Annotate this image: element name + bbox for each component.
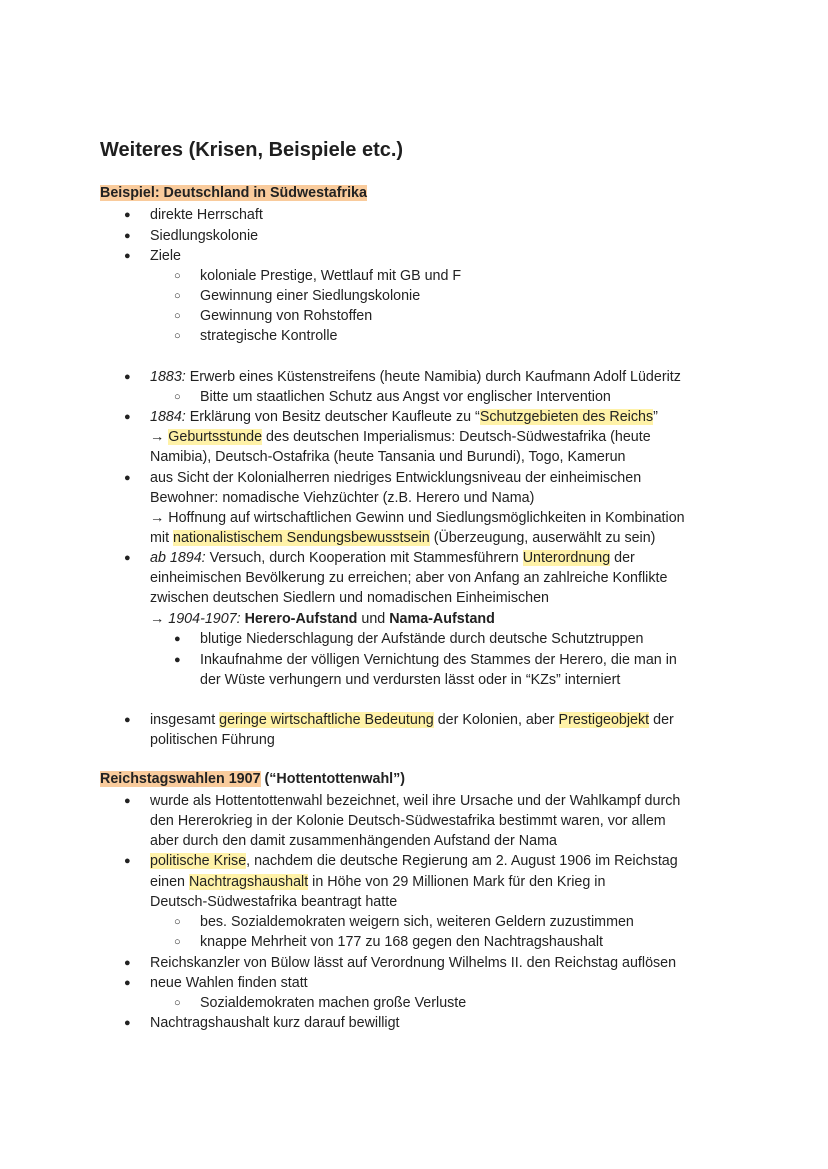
list-item-continuation: → 1904-1907: Herero-Aufstand und Nama-Aufstand xyxy=(150,611,495,627)
list-item-summary: insgesamt geringe wirtschaftliche Bedeutung der Kolonien, aber Prestigeobjekt der xyxy=(150,712,674,728)
bullet-icon: ● xyxy=(124,1017,131,1029)
section-heading-reichstagswahlen: Reichstagswahlen 1907 (“Hottentottenwahl”) xyxy=(100,771,406,787)
list-item-continuation: einheimischen Bevölkerung zu erreichen; aber von Anfang an zahlreiche Konflikte xyxy=(150,570,668,586)
list-item-continuation: den Hererokrieg in der Kolonie Deutsch-Südwestafrika bestimmt waren, vor allem xyxy=(150,813,666,829)
bullet-icon: ● xyxy=(124,411,131,423)
list-item: aus Sicht der Kolonialherren niedriges Entwicklungsniveau der einheimischen xyxy=(150,470,642,486)
list-item: koloniale Prestige, Wettlauf mit GB und F xyxy=(200,268,462,284)
bullet-icon: ● xyxy=(124,209,131,221)
list-item: Sozialdemokraten machen große Verluste xyxy=(200,995,467,1011)
list-item-continuation: politischen Führung xyxy=(150,732,275,748)
bullet-icon: ● xyxy=(124,957,131,969)
list-item-crisis: politische Krise, nachdem die deutsche Regierung am 2. August 1906 im Reichstag xyxy=(150,853,678,869)
bullet-icon: ● xyxy=(124,250,131,262)
list-item: wurde als Hottentottenwahl bezeichnet, weil ihre Ursache und der Wahlkampf durch xyxy=(150,793,681,809)
hollow-bullet-icon: ○ xyxy=(174,330,181,342)
hollow-bullet-icon: ○ xyxy=(174,997,181,1009)
list-item-continuation: der Wüste verhungern und verdursten lässt oder in “KZs” interniert xyxy=(200,672,621,688)
list-item: neue Wahlen finden statt xyxy=(150,975,308,991)
list-item-continuation: Bewohner: nomadische Viehzüchter (z.B. Herero und Nama) xyxy=(150,490,535,506)
list-item-continuation: einen Nachtragshaushalt in Höhe von 29 Millionen Mark für den Krieg in xyxy=(150,874,606,890)
hollow-bullet-icon: ○ xyxy=(174,270,181,282)
list-item: knappe Mehrheit von 177 zu 168 gegen den Nachtragshaushalt xyxy=(200,934,603,950)
hollow-bullet-icon: ○ xyxy=(174,310,181,322)
list-item: Reichskanzler von Bülow lässt auf Verordnung Wilhelms II. den Reichstag auflösen xyxy=(150,955,677,971)
list-item: direkte Herrschaft xyxy=(150,207,263,223)
list-item-continuation: aber durch den damit zusammenhängenden Aufstand der Nama xyxy=(150,833,557,849)
bullet-icon: ● xyxy=(124,855,131,867)
bullet-icon: ● xyxy=(124,472,131,484)
list-item-continuation: zwischen deutschen Siedlern und nomadischen Einheimischen xyxy=(150,590,549,606)
list-item-continuation: mit nationalistischem Sendungsbewusstsein (Überzeugung, auserwählt zu sein) xyxy=(150,530,656,546)
list-item-1883: 1883: Erwerb eines Küstenstreifens (heute Namibia) durch Kaufmann Adolf Lüderitz xyxy=(150,369,681,385)
list-item: strategische Kontrolle xyxy=(200,328,338,344)
hollow-bullet-icon: ○ xyxy=(174,391,181,403)
list-item: bes. Sozialdemokraten weigern sich, weiteren Geldern zuzustimmen xyxy=(200,914,634,930)
list-item: Gewinnung einer Siedlungskolonie xyxy=(200,288,421,304)
page-title: Weiteres (Krisen, Beispiele etc.) xyxy=(100,139,404,161)
bullet-icon: ● xyxy=(124,714,131,726)
list-item-1894: ab 1894: Versuch, durch Kooperation mit Stammesführern Unterordnung der xyxy=(150,550,635,566)
list-item: Inkaufnahme der völligen Vernichtung des Stammes der Herero, die man in xyxy=(200,652,677,668)
list-item-1884: 1884: Erklärung von Besitz deutscher Kaufleute zu “Schutzgebieten des Reichs” xyxy=(150,409,658,425)
list-item-continuation: → Geburtsstunde des deutschen Imperialismus: Deutsch-Südwestafrika (heute xyxy=(150,429,651,445)
bullet-icon: ● xyxy=(124,977,131,989)
list-item: Ziele xyxy=(150,248,181,264)
list-item: Nachtragshaushalt kurz darauf bewilligt xyxy=(150,1015,400,1031)
section-heading-suedwestafrika: Beispiel: Deutschland in Südwestafrika xyxy=(100,185,367,201)
list-item: Gewinnung von Rohstoffen xyxy=(200,308,373,324)
list-item: Bitte um staatlichen Schutz aus Angst vor englischer Intervention xyxy=(200,389,611,405)
hollow-bullet-icon: ○ xyxy=(174,916,181,928)
bullet-icon: ● xyxy=(174,654,181,666)
bullet-icon: ● xyxy=(124,552,131,564)
bullet-icon: ● xyxy=(124,230,131,242)
hollow-bullet-icon: ○ xyxy=(174,936,181,948)
bullet-icon: ● xyxy=(124,371,131,383)
list-item: Siedlungskolonie xyxy=(150,228,259,244)
list-item-continuation: → Hoffnung auf wirtschaftlichen Gewinn und Siedlungsmöglichkeiten in Kombination xyxy=(150,510,685,526)
hollow-bullet-icon: ○ xyxy=(174,290,181,302)
list-item-continuation: Namibia), Deutsch-Ostafrika (heute Tansania und Burundi), Togo, Kamerun xyxy=(150,449,626,465)
list-item: blutige Niederschlagung der Aufstände durch deutsche Schutztruppen xyxy=(200,631,644,647)
bullet-icon: ● xyxy=(174,633,181,645)
bullet-icon: ● xyxy=(124,795,131,807)
list-item-continuation: Deutsch-Südwestafrika beantragt hatte xyxy=(150,894,398,910)
